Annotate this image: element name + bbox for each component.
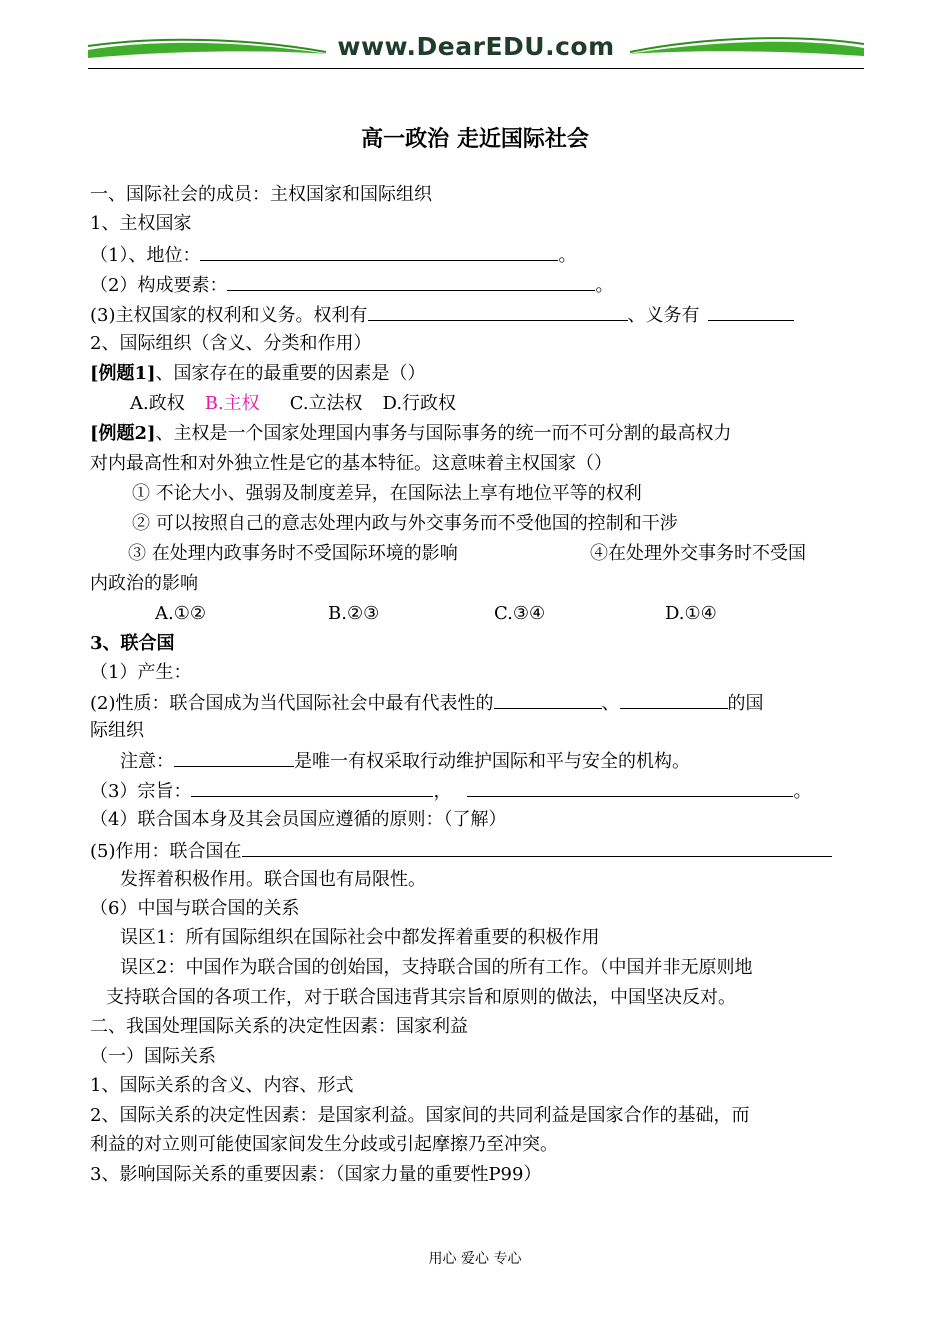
fill-blank xyxy=(227,272,595,291)
fill-blank xyxy=(368,302,628,321)
statement-4: ④在处理外交事务时不受国 xyxy=(590,543,806,564)
option-a: A.政权 xyxy=(130,393,185,414)
item-line: (3)主权国家的权利和义务。权利有 、义务有 xyxy=(90,302,794,328)
option-b-answer: B.主权 xyxy=(204,393,260,414)
fill-blank xyxy=(200,242,558,261)
item-line: （4）联合国本身及其会员国应遵循的原则：（了解） xyxy=(90,809,507,830)
fill-blank xyxy=(174,748,294,767)
misconception-2-cont: 支持联合国的各项工作，对于联合国违背其宗旨和原则的做法，中国坚决反对。 xyxy=(106,987,736,1008)
misconception-2: 误区2：中国作为联合国的创始国，支持联合国的所有工作。（中国并非无原则地 xyxy=(120,957,753,978)
section-heading: 一、国际社会的成员：主权国家和国际组织 xyxy=(90,184,432,205)
example-question-cont: 对内最高性和对外独立性是它的基本特征。这意味着主权国家（） xyxy=(90,453,612,474)
note-line: 注意： 是唯一有权采取行动维护国际和平与安全的机构。 xyxy=(120,748,690,774)
item-line-cont: 利益的对立则可能使国家间发生分歧或引起摩擦乃至冲突。 xyxy=(90,1134,558,1155)
statement-3: ③ 在处理内政事务时不受国际环境的影响 xyxy=(128,543,458,564)
item-line: （1）、地位： 。 xyxy=(90,242,576,268)
sub-heading: （一）国际关系 xyxy=(90,1046,216,1067)
sub-heading: 1、主权国家 xyxy=(90,213,192,234)
fill-blank xyxy=(191,778,433,797)
item-line: （2）构成要素： 。 xyxy=(90,272,613,298)
options-row xyxy=(130,392,456,416)
item-line: （3）宗旨： ， 。 xyxy=(90,778,811,804)
statement-1: ① 不论大小、强弱及制度差异，在国际法上享有地位平等的权利 xyxy=(132,483,642,504)
sub-heading-un: 3、联合国 xyxy=(90,633,175,654)
item-line: (2)性质：联合国成为当代国际社会中最有代表性的 、 的国 xyxy=(90,690,764,716)
sub-heading: 2、国际组织（含义、分类和作用） xyxy=(90,333,372,354)
misconception-1: 误区1：所有国际组织在国际社会中都发挥着重要的积极作用 xyxy=(120,927,600,948)
item-line: (5)作用：联合国在 xyxy=(90,838,832,864)
option-b: B.②③ xyxy=(328,603,380,624)
fill-blank xyxy=(467,778,793,797)
header-rule xyxy=(88,68,864,69)
fill-blank xyxy=(708,302,794,321)
example-question: [例题2]、主权是一个国家处理国内事务与国际事务的统一而不可分割的最高权力 xyxy=(90,423,732,444)
section-heading: 二、我国处理国际关系的决定性因素：国家利益 xyxy=(90,1016,468,1037)
statement-4-cont: 内政治的影响 xyxy=(90,573,198,594)
fill-blank xyxy=(242,838,832,857)
example-question: [例题1]、国家存在的最重要的因素是（） xyxy=(90,363,426,384)
footer-slogan: 用心 爱心 专心 xyxy=(428,1251,522,1267)
page-title: 高一政治 走近国际社会 xyxy=(361,126,589,152)
option-c: C.立法权 xyxy=(289,393,363,414)
item-line: 2、国际关系的决定性因素：是国家利益。国家间的共同利益是国家合作的基础，而 xyxy=(90,1105,750,1126)
item-line: （6）中国与联合国的关系 xyxy=(90,898,300,919)
item-line: （1）产生： xyxy=(90,662,192,683)
item-line: 3、影响国际关系的重要因素：（国家力量的重要性P99） xyxy=(90,1164,542,1185)
option-a: A.①② xyxy=(155,603,206,624)
site-url-logo-text: www.DearEDU.com xyxy=(337,32,615,61)
option-d: D.①④ xyxy=(665,603,717,624)
fill-blank xyxy=(494,690,602,709)
item-line: 1、国际关系的含义、内容、形式 xyxy=(90,1075,354,1096)
statement-2: ② 可以按照自己的意志处理内政与外交事务而不受他国的控制和干涉 xyxy=(132,513,678,534)
option-d: D.行政权 xyxy=(382,393,457,414)
item-line-cont: 发挥着积极作用。联合国也有局限性。 xyxy=(120,869,426,890)
fill-blank xyxy=(620,690,728,709)
item-line-cont: 际组织 xyxy=(90,720,144,741)
option-c: C.③④ xyxy=(494,603,546,624)
